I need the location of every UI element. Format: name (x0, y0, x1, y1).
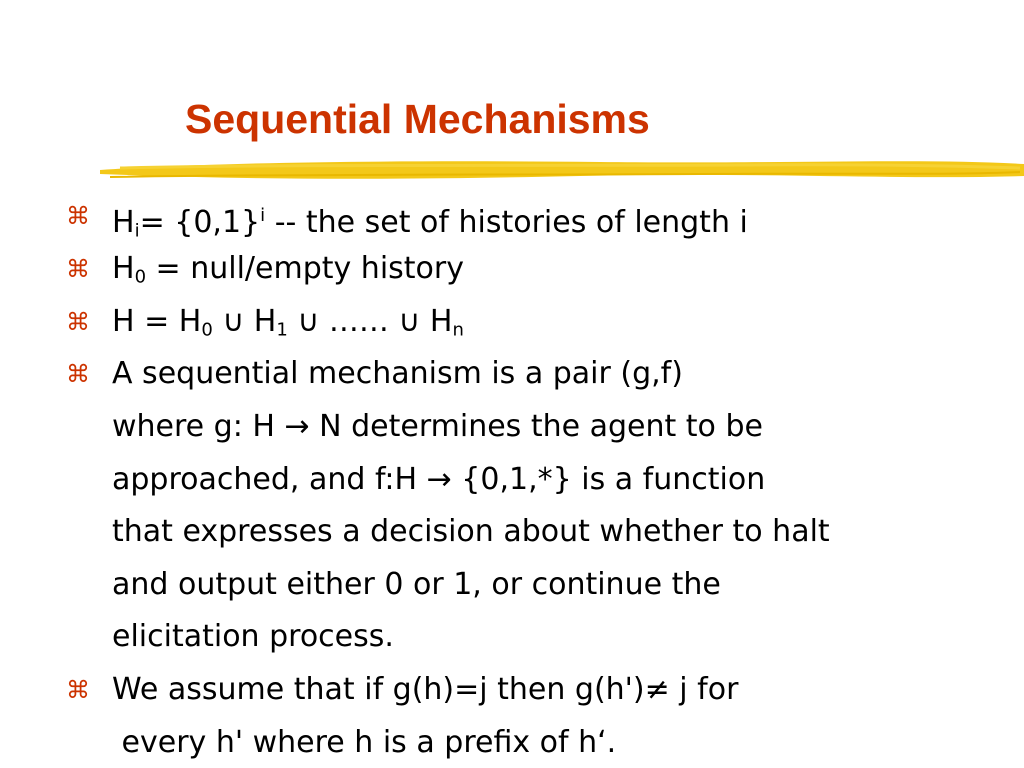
bullet-text: $H_0$ = null/empty history (112, 251, 464, 288)
bullet-text-line-2: every h' where h is a prefix of h‘. (112, 725, 617, 760)
bullet-text: $H = H_0$ ∪ $H_1$ ∪ …… ∪ $H_n$ (112, 304, 464, 341)
bullet-text-line-6: elicitation process. (112, 619, 394, 654)
title-highlight-stroke (100, 150, 1024, 188)
bullet-icon: ⌘ (66, 308, 90, 336)
bullet-text-line-5: and output either 0 or 1, or continue the (112, 567, 721, 602)
bullet-text: $H_i= \{0,1\}^i$ -- the set of histories of length i (112, 204, 748, 242)
bullet-text-line-1: We assume that if g(h)=j then g(h')≠ j for (112, 672, 739, 707)
bullet-text-line-3: approached, and f:H → {0,1,*} is a function (112, 462, 766, 497)
bullet-icon: ⌘ (66, 255, 90, 283)
bullet-icon: ⌘ (66, 676, 90, 704)
bullet-text-line-4: that expresses a decision about whether to halt (112, 514, 830, 549)
bullet-icon: ⌘ (66, 360, 90, 388)
bullet-text-line-1: A sequential mechanism is a pair (g,f) (112, 356, 683, 391)
bullet-icon: ⌘ (66, 202, 90, 230)
slide-title: Sequential Mechanisms (185, 96, 650, 142)
bullet-text-line-2: where g: H → N determines the agent to be (112, 409, 763, 444)
